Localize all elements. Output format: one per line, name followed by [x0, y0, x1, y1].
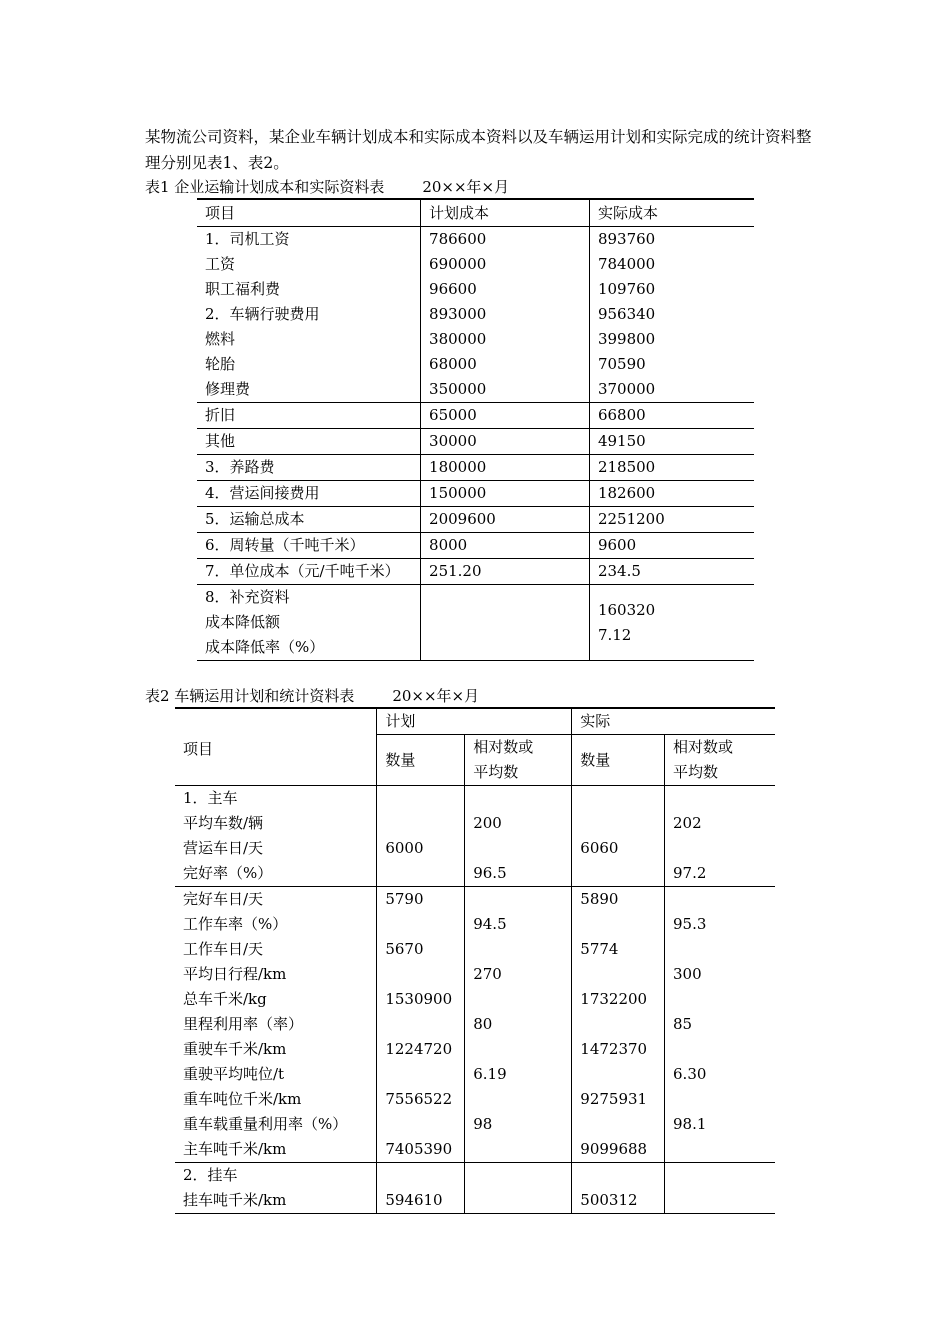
table-row [197, 429, 754, 455]
plan-rel-cell [465, 786, 572, 887]
table1-caption [145, 176, 509, 197]
cell-line: 5774 [580, 940, 619, 958]
cell-line: 270 [473, 965, 502, 983]
actual-cell: 9600 [589, 533, 754, 559]
actual-cell [589, 227, 754, 403]
plan-cell: 30000 [421, 429, 590, 455]
cell-line: 6.30 [673, 1065, 707, 1083]
cell-line: 里程利用率（率） [183, 1015, 304, 1033]
item-text: 8．补充资料 [205, 588, 290, 606]
item-cell: 6．周转量（千吨千米） [197, 533, 421, 559]
cell-line: 7405390 [385, 1140, 453, 1158]
value-text: 70590 [597, 355, 646, 373]
item-text: 工资 [205, 255, 236, 273]
plan-qty-cell [377, 887, 465, 1163]
value-text: 160320 [597, 601, 656, 619]
plan-qty-cell [377, 786, 465, 887]
cell-line: 重车吨位千米/km [183, 1090, 302, 1108]
cell-line: 1732200 [580, 990, 648, 1008]
header-text: 平均数 [673, 763, 719, 781]
cell-line [580, 1163, 656, 1188]
plan-actual-cost-table [197, 198, 754, 661]
cell-line [473, 887, 563, 912]
value-text: 370000 [597, 380, 656, 398]
cell-line: 200 [473, 814, 502, 832]
header-plan: 计划 [377, 708, 572, 735]
header-text: 相对数或 [473, 738, 534, 756]
table-row [175, 887, 775, 1163]
plan-cell [421, 227, 590, 403]
actual-rel-cell [665, 786, 775, 887]
cell-line: 80 [473, 1015, 493, 1033]
cell-line: 挂车吨千米/km [183, 1191, 287, 1209]
item-text: 燃料 [205, 330, 236, 348]
actual-cell: 49150 [589, 429, 754, 455]
cell-line: 1．主车 [183, 789, 238, 807]
cell-line: 98.1 [673, 1115, 707, 1133]
actual-cell [589, 585, 754, 661]
plan-qty-cell [377, 1163, 465, 1214]
cell-line [580, 1112, 656, 1137]
cell-line [580, 811, 656, 836]
cell-line: 6.19 [473, 1065, 507, 1083]
table-row [197, 585, 754, 661]
header-actual-cost: 实际成本 [589, 199, 754, 227]
cell-line: 85 [673, 1015, 693, 1033]
cell-line [385, 1012, 456, 1037]
cell-line [673, 937, 767, 962]
item-text: 修理费 [205, 380, 251, 398]
intro-paragraph: 某物流公司资料，某企业车辆计划成本和实际成本资料以及车辆运用计划和实际完成的统计资料整理分别见表1、表2。 [145, 128, 812, 172]
cell-line: 202 [673, 814, 702, 832]
cell-line [673, 987, 767, 1012]
cell-line [473, 1037, 563, 1062]
item-cell [175, 1163, 377, 1214]
cell-line [580, 1012, 656, 1037]
value-text: 109760 [597, 280, 656, 298]
value-text: 956340 [597, 305, 656, 323]
cell-line [673, 1087, 767, 1112]
item-cell [197, 227, 421, 403]
item-text: 轮胎 [205, 355, 236, 373]
header-item: 项目 [175, 708, 377, 786]
item-text: 职工福利费 [205, 280, 281, 298]
cell-line: 平均车数/辆 [183, 814, 264, 832]
value-text: 784000 [597, 255, 656, 273]
cell-line [473, 1087, 563, 1112]
cell-line: 9275931 [580, 1090, 648, 1108]
vehicle-usage-table [175, 707, 775, 1214]
cell-line [385, 861, 456, 886]
value-text: 399800 [597, 330, 656, 348]
plan-cell: 251.20 [421, 559, 590, 585]
header-actual-rel [665, 735, 775, 786]
cell-line [673, 836, 767, 861]
cell-line: 2．挂车 [183, 1166, 238, 1184]
cell-line: 5790 [385, 890, 424, 908]
value-text: 786600 [429, 230, 487, 248]
cell-line [580, 962, 656, 987]
cell-line: 594610 [385, 1191, 443, 1209]
cell-line [385, 1112, 456, 1137]
item-cell: 3．养路费 [197, 455, 421, 481]
value-text: 380000 [429, 330, 487, 348]
item-text: 成本降低率（%） [205, 638, 325, 656]
table2-caption [145, 685, 479, 706]
item-cell [197, 585, 421, 661]
table-header-row [197, 199, 754, 227]
cell-line: 1530900 [385, 990, 453, 1008]
cell-line: 6000 [385, 839, 424, 857]
actual-qty-cell [572, 887, 665, 1163]
actual-qty-cell [572, 1163, 665, 1214]
cell-line [473, 836, 563, 861]
cell-line [385, 1163, 456, 1188]
cell-line [473, 937, 563, 962]
cell-line: 营运车日/天 [183, 839, 264, 857]
actual-cell: 2251200 [589, 507, 754, 533]
cell-line [385, 912, 456, 937]
table-row [197, 559, 754, 585]
actual-rel-cell [665, 1163, 775, 1214]
item-text: 1．司机工资 [205, 230, 290, 248]
cell-line: 工作车日/天 [183, 940, 264, 958]
cell-line: 重驶车千米/km [183, 1040, 287, 1058]
cell-line: 重驶平均吨位/t [183, 1065, 285, 1083]
cell-line: 5890 [580, 890, 619, 908]
cell-line: 98 [473, 1115, 493, 1133]
cell-line [473, 786, 563, 811]
table1-date: 20××年×月 [422, 178, 510, 196]
cell-line [673, 1037, 767, 1062]
actual-cell: 218500 [589, 455, 754, 481]
cell-line: 重车载重量利用率（%） [183, 1115, 348, 1133]
table-row [197, 533, 754, 559]
item-text: 成本降低额 [205, 613, 281, 631]
table-row [197, 481, 754, 507]
table-row [197, 455, 754, 481]
value-text: 7.12 [597, 626, 632, 644]
cell-line: 完好车日/天 [183, 890, 264, 908]
cell-line [673, 887, 767, 912]
header-text: 相对数或 [673, 738, 734, 756]
item-cell [175, 786, 377, 887]
cell-line: 5670 [385, 940, 424, 958]
value-text: 96600 [429, 280, 477, 298]
item-cell [175, 887, 377, 1163]
plan-rel-cell [465, 887, 572, 1163]
cell-line: 完好率（%） [183, 864, 273, 882]
plan-cell: 2009600 [421, 507, 590, 533]
actual-cell: 66800 [589, 403, 754, 429]
table1-title: 表1 企业运输计划成本和实际资料表 [145, 178, 385, 196]
cell-line [673, 1137, 767, 1162]
cell-line [473, 1137, 563, 1162]
cell-line: 工作车率（%） [183, 915, 288, 933]
plan-cell: 180000 [421, 455, 590, 481]
cell-line: 94.5 [473, 915, 507, 933]
cell-line: 1472370 [580, 1040, 648, 1058]
item-text: 2．车辆行驶费用 [205, 305, 320, 323]
cell-line [673, 786, 767, 811]
cell-line [385, 786, 456, 811]
table-row [197, 403, 754, 429]
item-cell: 其他 [197, 429, 421, 455]
actual-cell: 234.5 [589, 559, 754, 585]
value-text: 350000 [429, 380, 487, 398]
cell-line [580, 912, 656, 937]
header-plan-cost: 计划成本 [421, 199, 590, 227]
table-row [197, 227, 754, 403]
header-item: 项目 [197, 199, 421, 227]
table-row [175, 786, 775, 887]
table-header-row [175, 708, 775, 735]
value-text: 68000 [429, 355, 477, 373]
actual-rel-cell [665, 887, 775, 1163]
header-plan-qty: 数量 [377, 735, 465, 786]
cell-line [385, 1062, 456, 1087]
table-row [175, 1163, 775, 1214]
header-actual: 实际 [572, 708, 775, 735]
cell-line: 9099688 [580, 1140, 648, 1158]
cell-line [580, 786, 656, 811]
table-row [197, 507, 754, 533]
header-text: 平均数 [473, 763, 519, 781]
table2-title: 表2 车辆运用计划和统计资料表 [145, 687, 355, 705]
plan-cell: 150000 [421, 481, 590, 507]
plan-rel-cell [465, 1163, 572, 1214]
cell-line [580, 1062, 656, 1087]
cell-line: 95.3 [673, 915, 707, 933]
item-cell: 折旧 [197, 403, 421, 429]
header-plan-rel [465, 735, 572, 786]
value-text: 690000 [429, 255, 487, 273]
cell-line [473, 987, 563, 1012]
item-cell: 7．单位成本（元/千吨千米） [197, 559, 421, 585]
item-cell: 4．营运间接费用 [197, 481, 421, 507]
cell-line: 平均日行程/km [183, 965, 287, 983]
plan-cell [421, 585, 590, 661]
cell-line: 300 [673, 965, 702, 983]
cell-line [385, 811, 456, 836]
cell-line: 主车吨千米/km [183, 1140, 287, 1158]
cell-line [580, 861, 656, 886]
cell-line: 1224720 [385, 1040, 453, 1058]
value-text: 893760 [597, 230, 656, 248]
cell-line: 6060 [580, 839, 619, 857]
plan-cell: 65000 [421, 403, 590, 429]
cell-line: 500312 [580, 1191, 638, 1209]
value-text: 893000 [429, 305, 487, 323]
item-cell: 5．运输总成本 [197, 507, 421, 533]
cell-line: 7556522 [385, 1090, 453, 1108]
table2-date: 20××年×月 [392, 687, 480, 705]
cell-line: 96.5 [473, 864, 507, 882]
header-actual-qty: 数量 [572, 735, 665, 786]
plan-cell: 8000 [421, 533, 590, 559]
cell-line: 97.2 [673, 864, 707, 882]
actual-cell: 182600 [589, 481, 754, 507]
cell-line: 总车千米/kg [183, 990, 267, 1008]
cell-line [385, 962, 456, 987]
actual-qty-cell [572, 786, 665, 887]
